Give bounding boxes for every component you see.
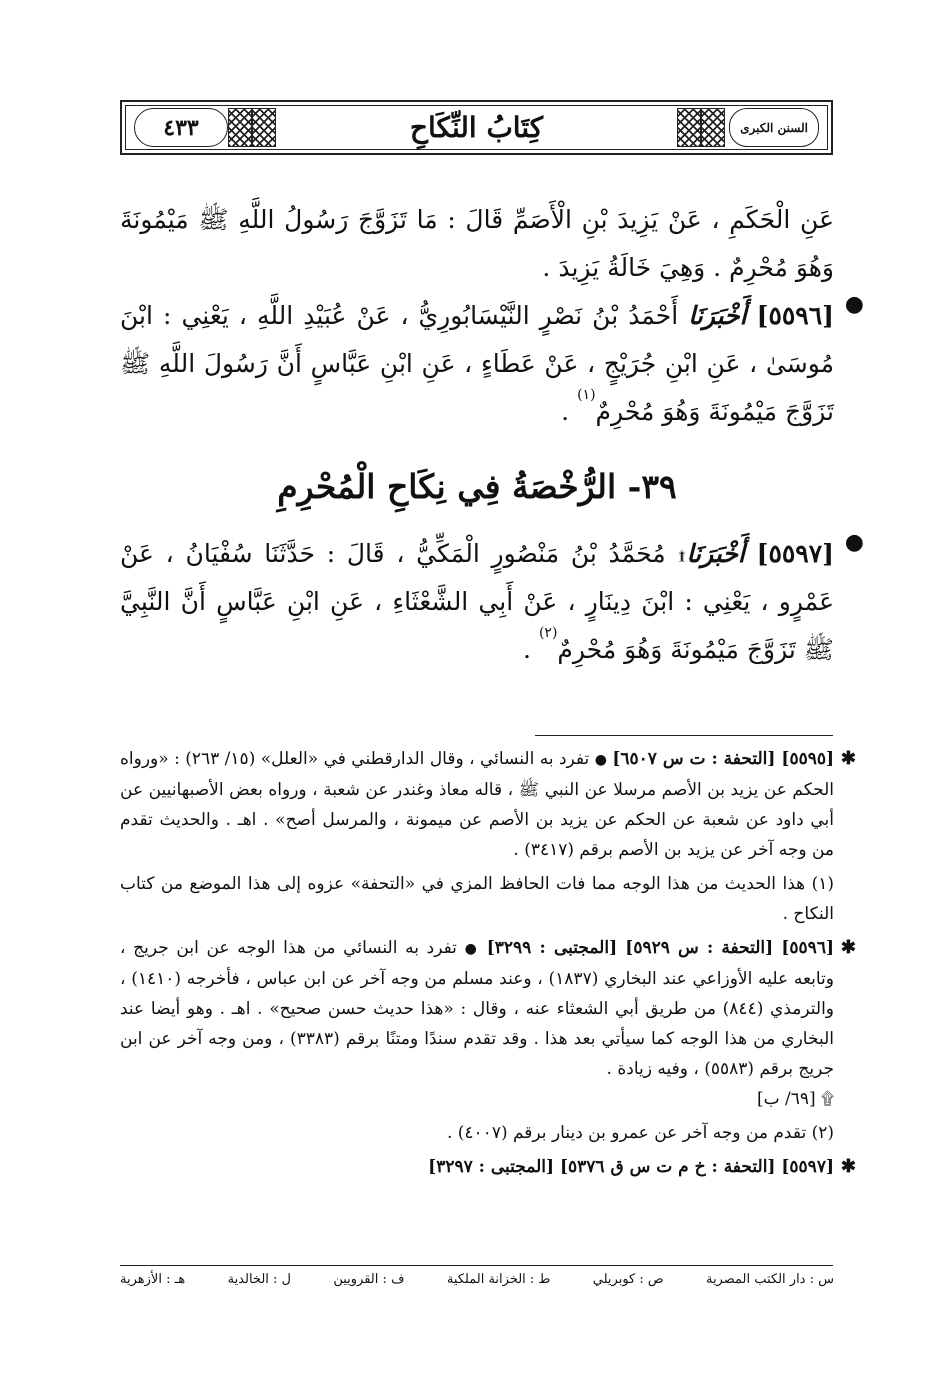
footnote-ref: (١) [577,387,596,403]
manuscript-sigla [120,1272,834,1287]
note-tail: ۩ [٦٩/ ب] [756,1089,834,1109]
note-5597 [120,1152,856,1182]
note-text: تفرد به النسائي ، وقال الدارقطني في «العلل» (١٥/ ٢٦٣) : «ورواه الحكم عن يزيد بن الأصم مرسلا عن النبي ﷺ ، قاله معاذ وغندر عن شعبة ، ورواه بعض الأصبهانيين عن أبي داود عن شعبة عن الحكم عن يزيد بن الأصم عن ميمونة ، والمرسل أصح» . اهـ . والحديث تقدم من وجه آخر عن يزيد بن الأصم برقم (٣٤١٧) . [120,749,834,860]
bullet-icon: ● [844,530,864,555]
ornament-left-1 [228,108,252,147]
footnote-1: (١) هذا الحديث من هذا الوجه مما فات الحافظ المزي في «التحفة» عزوه إلى هذا الموضع من كتاب النكاح . [120,874,834,924]
sigla-divider [120,1265,833,1266]
siglum: ل : الخالدية [227,1272,291,1287]
end-dot: . [561,397,570,426]
siglum: ط : الخزانة الملكية [446,1272,551,1287]
note-5595 [120,744,856,865]
end-dot: . [523,635,531,664]
asterisk-icon: ✱ [840,1156,856,1177]
main-text [120,196,864,674]
siglum: ف : القرويين [333,1272,405,1287]
hadith-number: [٥٥٩٧] [756,539,835,568]
ornament-right-1 [701,108,725,147]
bullet-icon: ● [844,292,864,317]
note-5596 [120,933,856,1114]
asterisk-icon: ✱ [840,748,856,769]
ornament-right-2 [677,108,701,147]
note-text: تفرد به النسائي من هذا الوجه عن ابن جريج ، وتابعه عليه الأوزاعي عند البخاري (١٨٣٧) ، وعند مسلم من وجه آخر عن ابن عباس ، فأخرجه (١٤١٠) ، والترمذي (٨٤٤) من طريق أبي الشعثاء عنه ، وقال : «هذا حديث حسن صحيح» . اهـ . وهو أيضا عند البخاري من هذا الوجه كما سيأتي بعد هذا . وقد تقدم سندًا ومتنًا برقم (٣٣٨٣) ، ومن وجه آخر عن ابن جريج برقم (٥٥٨٣) ، وفيه زيادة . [120,938,835,1079]
paragraph-continuation: عَنِ الْحَكَمِ ، عَنْ يَزِيدَ بْنِ الْأَصَمِّ قَالَ : مَا تَزَوَّجَ رَسُولُ اللَّهِ ﷺ مَيْمُونَةَ وَهُوَ مُحْرِمٌ . وَهِيَ خَالَةُ يَزِيدَ . [120,205,834,282]
siglum: هـ : الأزهرية [120,1272,186,1287]
chapter-title: ٣٩- الرُّخْصَةُ فِي نِكَاحِ الْمُحْرِمِ [277,467,677,506]
note-head: [٥٥٩٧] [التحفة : خ م ت س ق ٥٣٧٦] [المجتبى : ٣٢٩٧] [428,1157,834,1177]
hadith-number: [٥٥٩٦] [756,301,834,330]
note-head: [٥٥٩٦] [التحفة : س ٥٩٢٩] [المجتبى : ٣٢٩٩] [486,938,834,958]
footnotes [120,744,856,1182]
ornament-left-2 [252,108,276,147]
manuscript-mark-icon: ۩ [677,539,687,568]
hadith-text: أَحْمَدُ بْنُ نَصْرٍ النَّيْسَابُورِيُّ ، عَنْ عُبَيْدِ اللَّهِ ، يَعْنِي : ابْنَ مُوسَىٰ ، عَنِ ابْنِ جُرَيْجٍ ، عَنْ عَطَاءٍ ، عَنِ ابْنِ عَبَّاسٍ أَنَّ رَسُولَ اللَّهِ ﷺ تَزَوَّجَ مَيْمُونَةَ وَهُوَ مُحْرِمٌ [120,301,834,426]
series-logo: السنن الكبرى [729,108,819,147]
bullet-icon: ● [594,752,607,768]
hadith-5596 [120,292,864,436]
siglum: س : دار الكتب المصرية [705,1272,834,1287]
page-header [120,100,833,155]
hadith-5597 [120,530,864,674]
book-title: كِتَابُ النِّكَاحِ [409,111,544,144]
footnote-divider [535,735,833,736]
bullet-icon: ● [464,941,480,957]
asterisk-icon: ✱ [840,937,856,958]
akhbarana: أَخْبَرَنَا [688,301,747,330]
note-head: [٥٥٩٥] [التحفة : ت س ٦٥٠٧] [612,749,835,769]
page-number: ٤٣٣ [134,108,228,147]
footnote-2: (٢) تقدم من وجه آخر عن عمرو بن دينار برقم (٤٠٠٧) . [446,1123,834,1143]
hadith-text: مُحَمَّدُ بْنُ مَنْصُورٍ الْمَكِّيُّ ، قَالَ : حَدَّثَنَا سُفْيَانُ ، عَنْ عَمْرٍو ، يَعْنِي : ابْنَ دِينَارٍ ، عَنْ أَبِي الشَّعْثَاءِ ، عَنِ ابْنِ عَبَّاسٍ أَنَّ النَّبِيَّ ﷺ تَزَوَّجَ مَيْمُونَةَ وَهُوَ مُحْرِمٌ [120,539,834,664]
akhbarana: أَخْبَرَنَا [686,539,745,568]
footnote-ref: (٢) [538,625,558,641]
siglum: ص : كوبريلي [592,1272,664,1287]
